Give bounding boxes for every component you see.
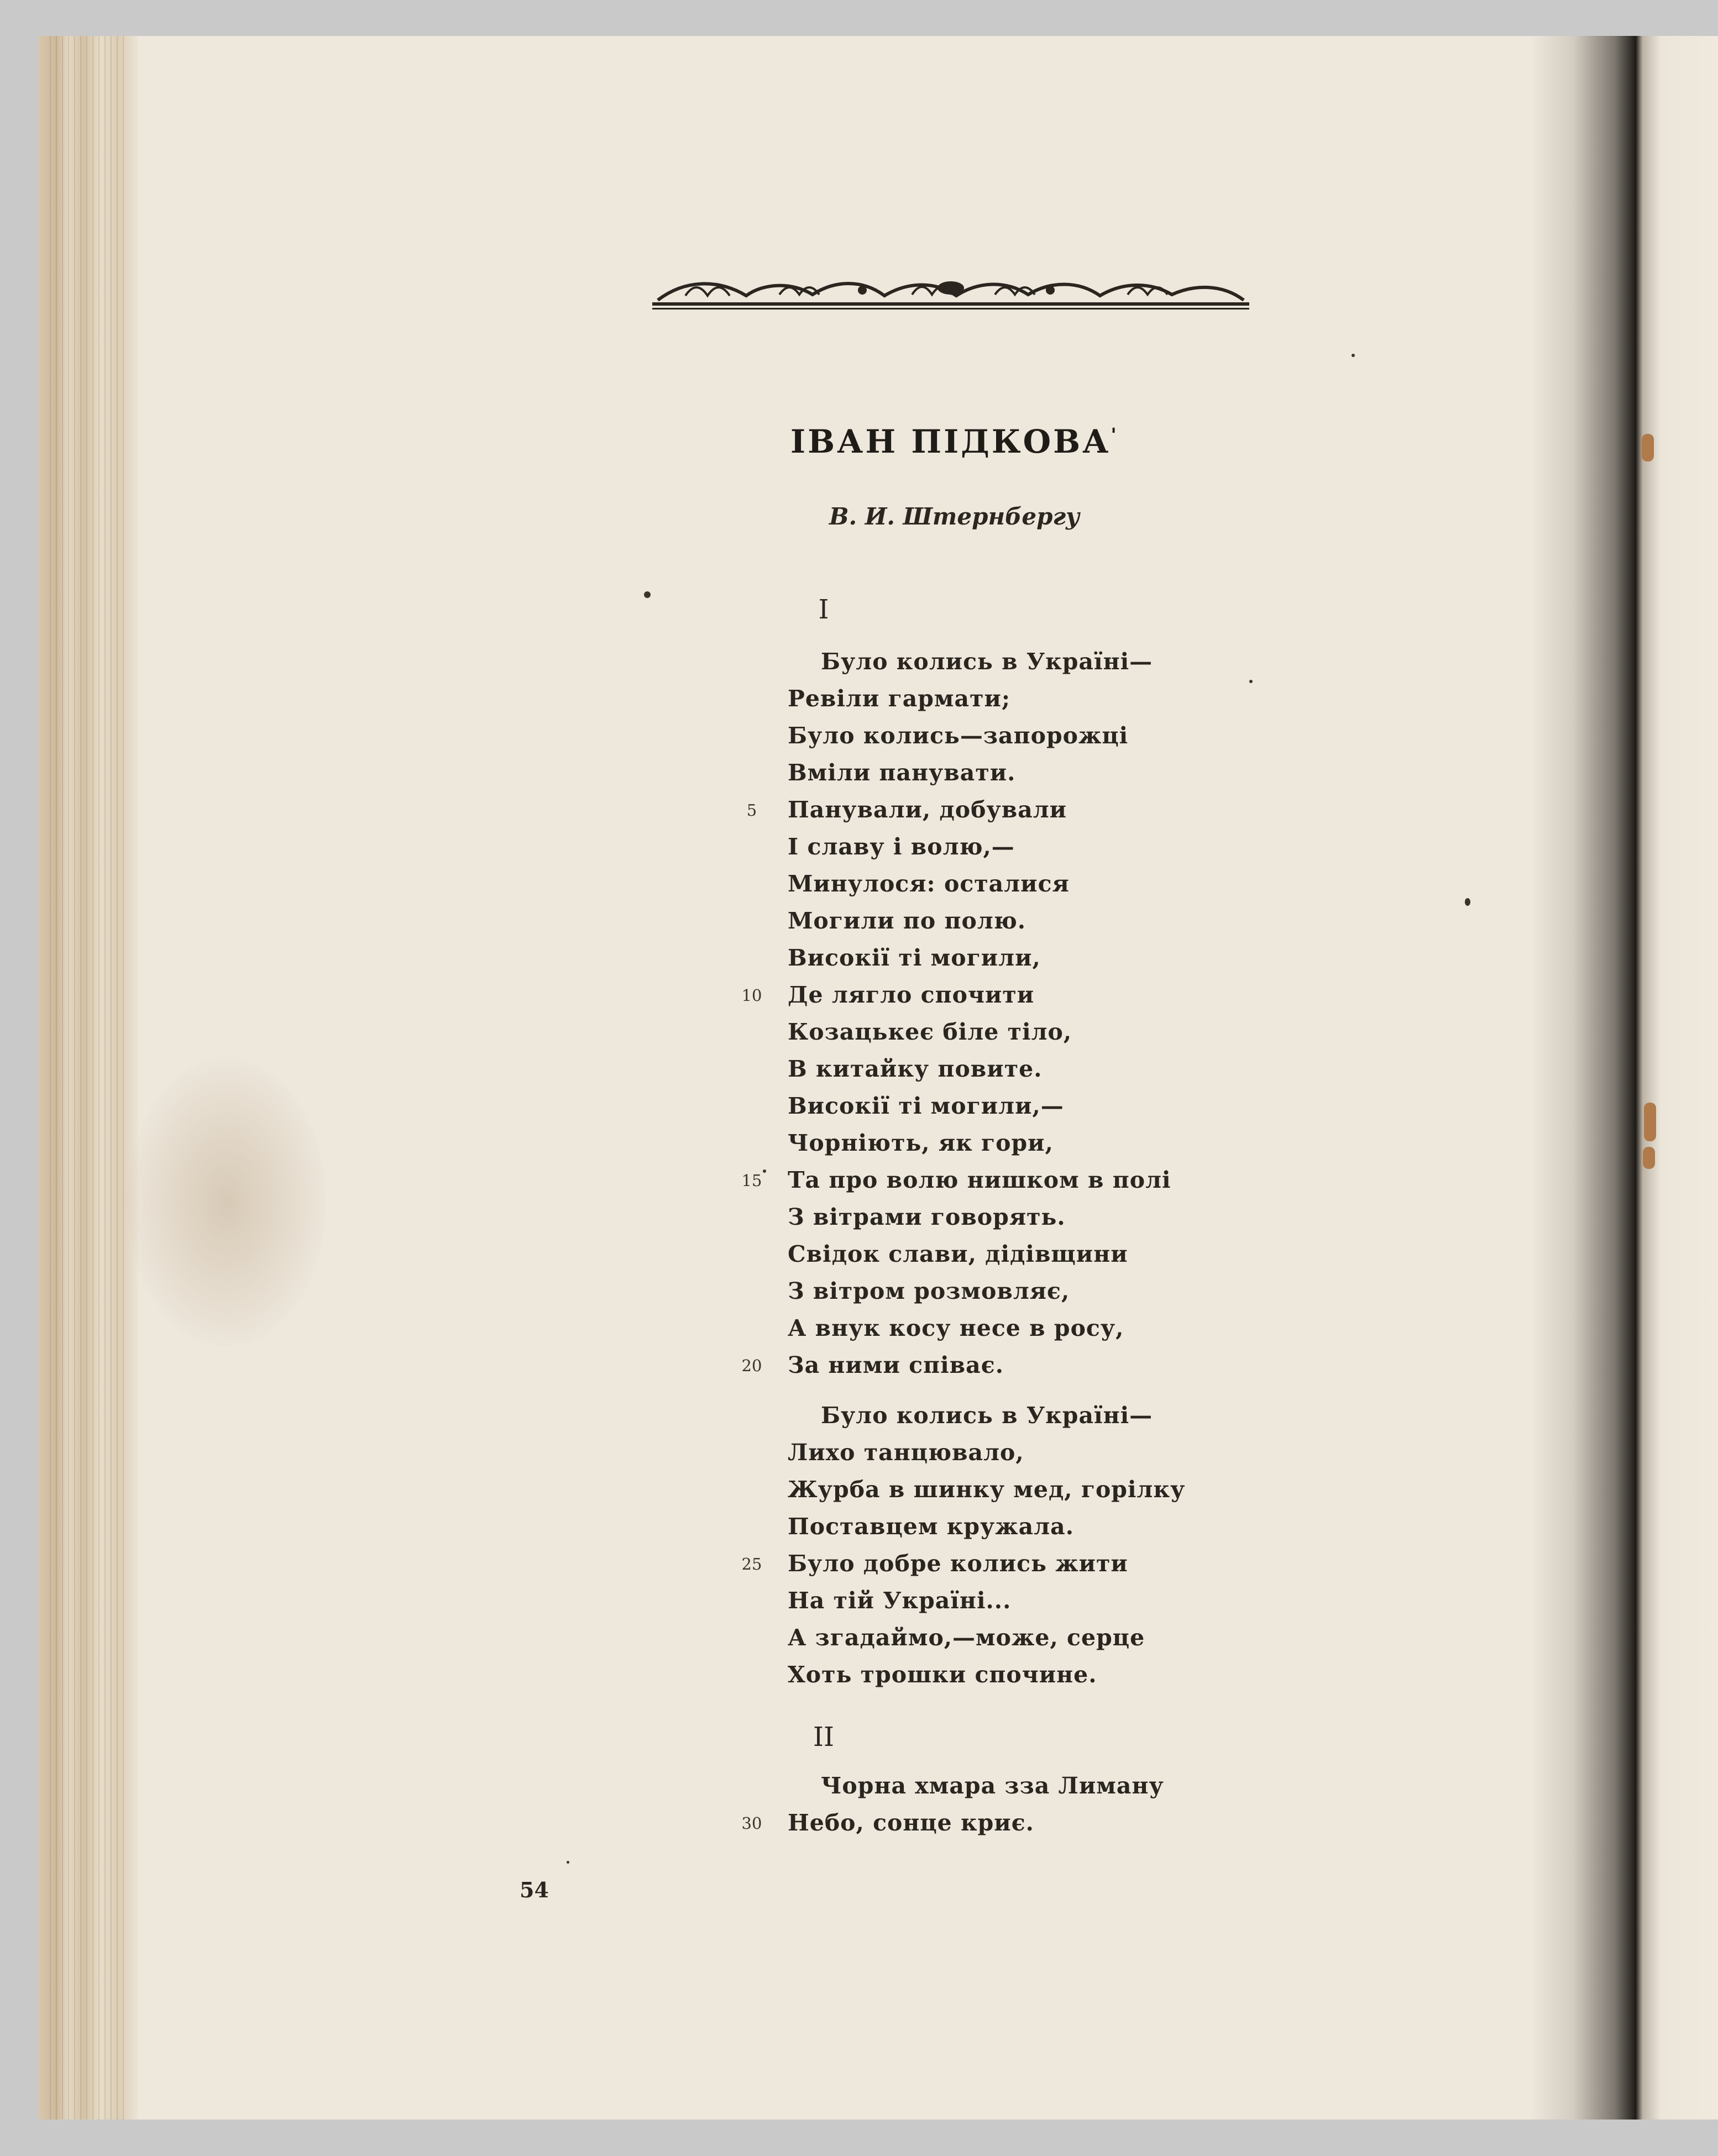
paper-speck (1352, 354, 1355, 357)
verse-line: Було колись в Україні— (821, 648, 1153, 675)
verse-line: Чорніють, як гори, (788, 1130, 1054, 1156)
verse-line: Журба в шинку мед, горілку (788, 1476, 1186, 1503)
paper-speck (763, 1169, 766, 1173)
ornament-vignette (652, 268, 1249, 318)
verse-line: І славу і волю,— (788, 833, 1015, 860)
line-number: 20 (741, 1356, 762, 1375)
verse-line: За ними співає. (788, 1352, 1004, 1378)
verse-line: А внук косу несе в росу, (788, 1315, 1124, 1341)
verse-line: З вітрами говорять. (788, 1204, 1066, 1230)
verse-line: Лихо танцювало, (788, 1439, 1024, 1466)
line-number: 25 (741, 1555, 762, 1573)
line-number: 5 (746, 801, 757, 820)
verse-line: Козацькеє біле тіло, (788, 1019, 1072, 1045)
verse-line: В китайку повите. (788, 1056, 1043, 1082)
verse-line: А згадаймо,—може, серце (788, 1624, 1145, 1651)
line-number: 30 (741, 1814, 762, 1833)
verse-line: Було добре колись жити (788, 1550, 1128, 1577)
title-text: ІВАН ПІДКОВА (790, 423, 1111, 460)
verse-line: Свідок слави, дідівщини (788, 1241, 1128, 1267)
verse-line: Ревіли гармати; (788, 685, 1011, 712)
poem-title (790, 423, 1155, 460)
paper-speck (567, 1861, 569, 1864)
verse-line: Де лягло спочити (788, 982, 1035, 1008)
dedication: В. И. Штернбергу (829, 503, 1080, 530)
verse-line: Вміли панувати. (788, 759, 1016, 786)
page-number: 54 (520, 1877, 549, 1902)
line-number: 15 (741, 1171, 762, 1190)
verse-line: Було колись—запорожці (788, 722, 1129, 749)
verse-line: Високії ті могили, (788, 945, 1041, 971)
scanned-page (39, 36, 1718, 2120)
section-number: II (813, 1722, 834, 1753)
paper-speck (644, 591, 651, 598)
verse-line: Високії ті могили,— (788, 1093, 1064, 1119)
verse-line: Чорна хмара ззa Лиману (821, 1772, 1164, 1799)
verse-line: Панували, добували (788, 796, 1067, 823)
verse-line: З вітром розмовляє, (788, 1278, 1070, 1304)
verse-line: Хоть трошки спочине. (788, 1661, 1097, 1688)
line-number: 10 (741, 986, 762, 1005)
next-page-edge (1636, 36, 1718, 2120)
verse-line: Та про волю нишком в полі (788, 1167, 1171, 1193)
page-edges (39, 36, 138, 2120)
book-binding (1531, 36, 1636, 2120)
paper-speck (1249, 680, 1253, 683)
verse-line: Поставцем кружала. (788, 1513, 1074, 1540)
verse-line: Минулося: осталися (788, 870, 1070, 897)
paper-speck (1465, 898, 1470, 906)
verse-line: Було колись в Україні— (821, 1402, 1153, 1429)
section-number: I (818, 594, 829, 625)
paper-stain (127, 1058, 326, 1346)
verse-line: Небо, сонце криє. (788, 1809, 1034, 1836)
verse-line: На тій Україні... (788, 1587, 1012, 1614)
verse-line: Могили по полю. (788, 907, 1026, 934)
title-mark: ' (1111, 424, 1119, 447)
